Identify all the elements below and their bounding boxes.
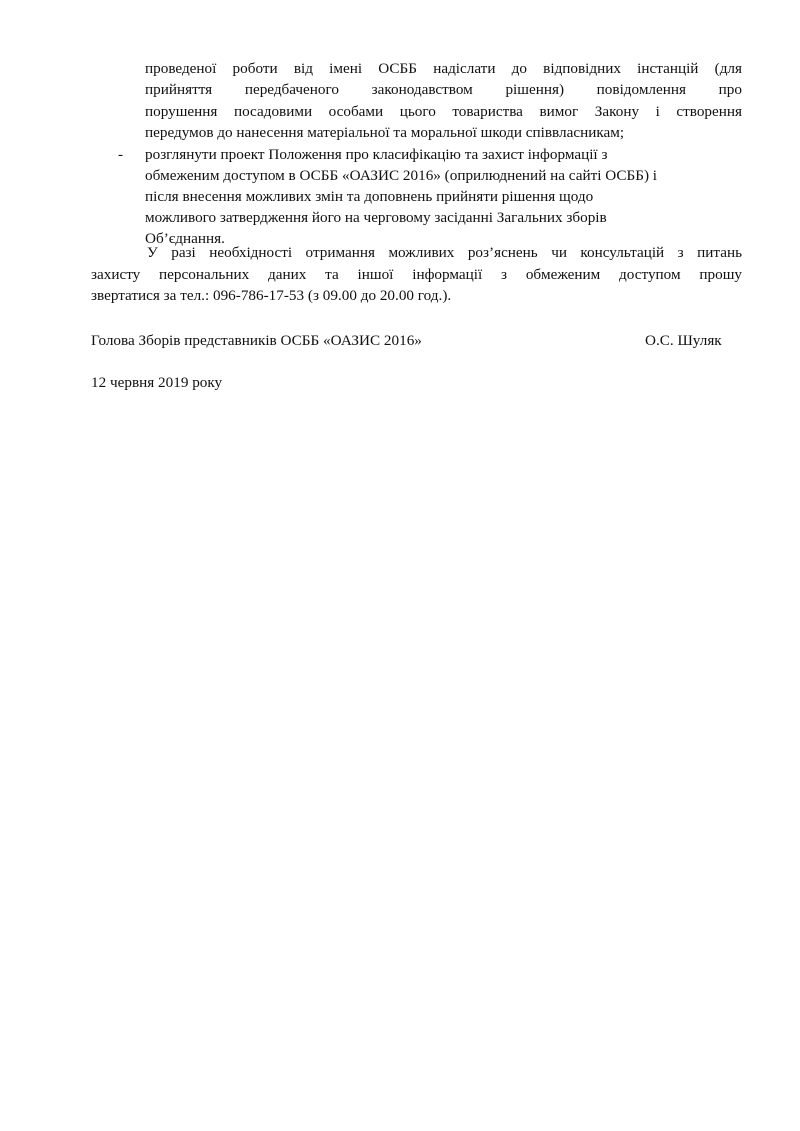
text-line: У разі необхідності отримання можливих роз’яснень чи консультацій з питань (147, 244, 742, 261)
text-line: передумов до нанесення матеріальної та моральної шкоди співвласникам; (145, 124, 625, 141)
text-line: розглянути проект Положення про класифікацію та захист інформації з (145, 146, 608, 163)
text-line: звертатися за тел.: 096-786-17-53 (з 09.00 до 20.00 год.). (91, 287, 452, 304)
signature-position: Голова Зборів представників ОСББ «ОАЗИС 2016» (91, 332, 422, 349)
text-line: прийняття передбаченого законодавством рішення) повідомлення про (145, 81, 742, 98)
signature-name: О.С. Шуляк (645, 332, 722, 349)
text-line: після внесення можливих змін та доповнень прийняти рішення щодо (145, 188, 594, 205)
text-line: Об’єднання. (145, 230, 225, 247)
list-marker: - (118, 146, 124, 163)
text-line: обмеженим доступом в ОСББ «ОАЗИС 2016» (оприлюднений на сайті ОСББ) і (145, 167, 658, 184)
text-line: проведеної роботи від імені ОСББ надіслати до відповідних інстанцій (для (145, 60, 742, 77)
text-line: можливого затвердження його на черговому засіданні Загальних зборів (145, 209, 607, 226)
text-line: захисту персональних даних та іншої інформації з обмеженим доступом прошу (91, 266, 742, 283)
document-date: 12 червня 2019 року (91, 374, 223, 391)
text-line: порушення посадовими особами цього товариства вимог Закону і створення (145, 103, 742, 120)
